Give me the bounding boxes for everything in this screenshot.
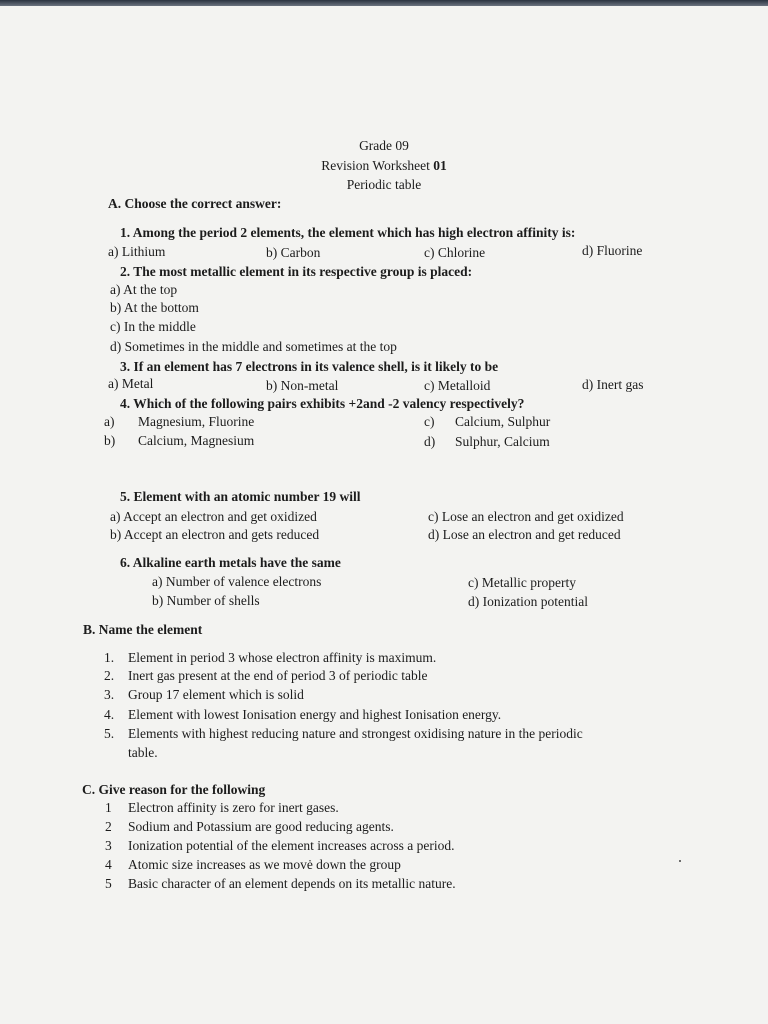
q4-option-d-label: d): [424, 434, 436, 449]
b-item-1-number: 1.: [104, 650, 115, 665]
q5-question: 5. Element with an atomic number 19 will: [120, 489, 361, 504]
c-item-3-text: Ionization potential of the element increases across a period.: [128, 838, 455, 853]
grade-heading: [0, 138, 768, 154]
section-a-title: A. Choose the correct answer:: [108, 196, 282, 211]
b-item-5-text-continued: table.: [128, 745, 158, 760]
q4-option-d: Sulphur, Calcium: [455, 434, 550, 449]
worksheet-heading: [0, 158, 768, 174]
c-item-2-number: 2: [105, 819, 112, 834]
q3-option-b: b) Non-metal: [266, 378, 339, 393]
q6-question: 6. Alkaline earth metals have the same: [120, 555, 341, 570]
q2-question: 2. The most metallic element in its respective group is placed:: [120, 264, 473, 279]
q3-option-d: d) Inert gas: [582, 377, 644, 392]
q4-option-b: Calcium, Magnesium: [138, 433, 255, 448]
q2-option-b: b) At the bottom: [110, 300, 199, 315]
section-b-title: B. Name the element: [83, 622, 203, 637]
q1-option-d: d) Fluorine: [582, 243, 643, 258]
b-item-5-number: 5.: [104, 726, 115, 741]
q4-option-c: Calcium, Sulphur: [455, 414, 551, 429]
q3-question: 3. If an element has 7 electrons in its valence shell, is it likely to be: [120, 359, 499, 374]
c-item-2-text: Sodium and Potassium are good reducing agents.: [128, 819, 394, 834]
b-item-2-number: 2.: [104, 668, 115, 683]
q6-option-a: a) Number of valence electrons: [152, 574, 322, 589]
c-item-5-number: 5: [105, 876, 112, 891]
q4-option-c-label: c): [424, 414, 435, 429]
b-item-4-text: Element with lowest Ionisation energy and highest Ionisation energy.: [128, 707, 502, 722]
q1-question: 1. Among the period 2 elements, the element which has high electron affinity is:: [120, 225, 576, 240]
c-item-1-number: 1: [105, 800, 112, 815]
q2-option-d: d) Sometimes in the middle and sometimes at the top: [110, 339, 397, 354]
q4-question: 4. Which of the following pairs exhibits +2and -2 valency respectively?: [120, 396, 525, 411]
c-item-3-number: 3: [105, 838, 112, 853]
q6-option-b: b) Number of shells: [152, 593, 260, 608]
q4-option-b-label: b): [104, 433, 116, 448]
b-item-1-text: Element in period 3 whose electron affinity is maximum.: [128, 650, 437, 665]
q4-option-a-label: a): [104, 414, 115, 429]
b-item-2-text: Inert gas present at the end of period 3 of periodic table: [128, 668, 428, 683]
q2-option-a: a) At the top: [110, 282, 178, 297]
grade-text: Grade 09: [359, 138, 409, 153]
q5-option-d: d) Lose an electron and get reduced: [428, 527, 621, 542]
q6-option-c: c) Metallic property: [468, 575, 576, 590]
q3-option-a: a) Metal: [108, 376, 154, 391]
section-c-title: C. Give reason for the following: [82, 782, 266, 797]
b-item-5-text: Elements with highest reducing nature and strongest oxidising nature in the periodic: [128, 726, 583, 741]
c-item-1-text: Electron affinity is zero for inert gases.: [128, 800, 339, 815]
c-item-5-text: Basic character of an element depends on its metallic nature.: [128, 876, 456, 891]
c-item-4-text: Atomic size increases as we movė down the group: [128, 857, 401, 872]
q1-option-c: c) Chlorine: [424, 245, 486, 260]
c-item-4-number: 4: [105, 857, 112, 872]
worksheet-text: Revision Worksheet: [321, 158, 434, 173]
b-item-3-number: 3.: [104, 687, 115, 702]
q1-option-b: b) Carbon: [266, 245, 321, 260]
b-item-3-text: Group 17 element which is solid: [128, 687, 304, 702]
q5-option-b: b) Accept an electron and gets reduced: [110, 527, 320, 542]
q5-option-a: a) Accept an electron and get oxidized: [110, 509, 317, 524]
q3-option-c: c) Metalloid: [424, 378, 491, 393]
q1-option-a: a) Lithium: [108, 244, 166, 259]
q6-option-d: d) Ionization potential: [468, 594, 588, 609]
q4-option-a: Magnesium, Fluorine: [138, 414, 255, 429]
topic-heading: Periodic table: [346, 177, 422, 192]
scan-speck: [679, 860, 681, 862]
b-item-4-number: 4.: [104, 707, 115, 722]
worksheet-number: 01: [433, 158, 447, 173]
q5-option-c: c) Lose an electron and get oxidized: [428, 509, 624, 524]
q2-option-c: c) In the middle: [110, 319, 196, 334]
